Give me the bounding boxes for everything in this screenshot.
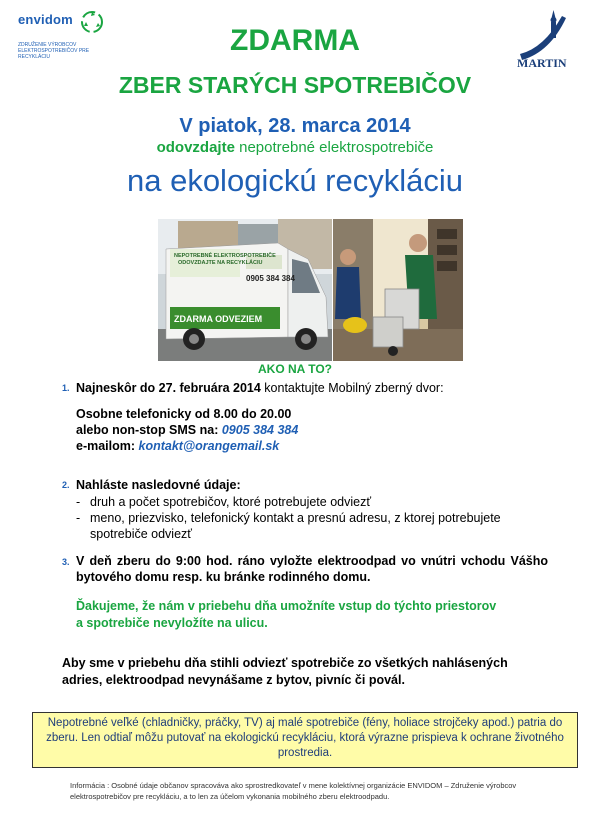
step2-item-1: druh a počet spotrebičov, ktoré potrebujete odviezť xyxy=(90,495,372,509)
step2-title: Nahláste nasledovné údaje: xyxy=(76,478,241,492)
ako-na-to-heading: AKO NA TO? xyxy=(258,362,332,376)
odovzdajte-rest: nepotrebné elektrospotrebiče xyxy=(234,139,434,156)
contact-email-link[interactable]: kontakt@orangemail.sk xyxy=(138,439,280,453)
aby-paragraph: Aby sme v priebehu dňa stihli odviezť spotrebiče zo všetkých nahlásených adries, elektroodpad nevynášame z bytov, pivníc či povál. xyxy=(62,656,508,687)
thanks-line-2: a spotrebiče nevyložíte na ulicu. xyxy=(76,616,268,630)
truck-text-line2: ODOVZDAJTE NA RECYKLÁCIU xyxy=(178,260,263,266)
step2-list xyxy=(76,494,546,542)
step1-text xyxy=(76,380,556,396)
step3-number: 3. xyxy=(62,557,70,567)
step2-number: 2. xyxy=(62,480,70,490)
photo-truck xyxy=(158,219,332,361)
thanks-note xyxy=(76,598,546,632)
thanks-line-1: Ďakujeme, že nám v priebehu dňa umožníte vstup do týchto priestorov xyxy=(76,599,497,613)
odovzdajte-bold: odovzdajte xyxy=(156,139,235,156)
title-odovzdajte xyxy=(0,139,590,156)
title-recyklacia: na ekologickú recykláciu xyxy=(126,163,463,198)
contact-sms-label: alebo non-stop SMS na: xyxy=(76,423,222,437)
contact-block xyxy=(76,406,556,454)
contact-phone-line: Osobne telefonicky od 8.00 do 20.00 xyxy=(76,407,292,421)
photo-workers xyxy=(333,219,463,361)
contact-sms-line xyxy=(76,422,556,438)
list-item: - meno, priezvisko, telefonický kontakt a presnú adresu, z ktorej potrebujete spotrebiče odviezť xyxy=(76,510,546,542)
truck-text-zdarma: ZDARMA ODVEZIEM xyxy=(174,314,263,324)
envidom-tagline: ZDRUŽENIE VÝROBCOV ELEKTROSPOTREBIČOV PRE RECYKLÁCIU xyxy=(18,42,90,60)
contact-sms-number[interactable]: 0905 384 384 xyxy=(221,423,299,437)
step3-text: V deň zberu do 9:00 hod. ráno vyložte elektroodpad vo vnútri vchodu Vášho bytového domu resp. ku bránke rodinného domu. xyxy=(76,554,548,584)
list-item: - druh a počet spotrebičov, ktoré potrebujete odviezť xyxy=(76,495,372,509)
step1-rest: kontaktujte Mobilný zberný dvor: xyxy=(260,381,444,395)
title-zdarma: ZDARMA xyxy=(230,24,360,57)
martin-logo-name: MARTIN xyxy=(517,56,567,70)
step1-deadline: Najneskôr do 27. februára 2014 xyxy=(76,381,261,395)
step1-number: 1. xyxy=(62,383,70,393)
step2-item-2: meno, priezvisko, telefonický kontakt a presnú adresu, z ktorej potrebujete spotrebiče odviezť xyxy=(90,511,501,541)
contact-email-line xyxy=(76,438,556,454)
envidom-logo-name: envidom xyxy=(18,12,73,27)
contact-email-label: e-mailom: xyxy=(76,439,139,453)
truck-text-phone: 0905 384 384 xyxy=(246,274,295,283)
title-date: V piatok, 28. marca 2014 xyxy=(179,115,411,137)
title-zber: ZBER STARÝCH SPOTREBIČOV xyxy=(118,72,472,98)
info-footer: Informácia : Osobné údaje občanov spracováva ako sprostredkovateľ v mene kolektívnej organizácie ENVIDOM – Združenie výrobcov elektrospotrebičov pre recykláciu, a to len za účelom vykonania mobilného zberu elektroodpadu. xyxy=(70,781,517,801)
notice-box: Nepotrebné veľké (chladničky, práčky, TV) aj malé spotrebiče (fény, holiace strojčeky apod.) patria do zberu. Len odtiaľ môžu putovať na ekologickú recykláciu, ktorá výrazne prispieva k ochrane životného prostredia. xyxy=(32,712,578,768)
truck-text-line1: NEPOTREBNÉ ELEKTROSPOTREBIČE xyxy=(174,253,276,259)
